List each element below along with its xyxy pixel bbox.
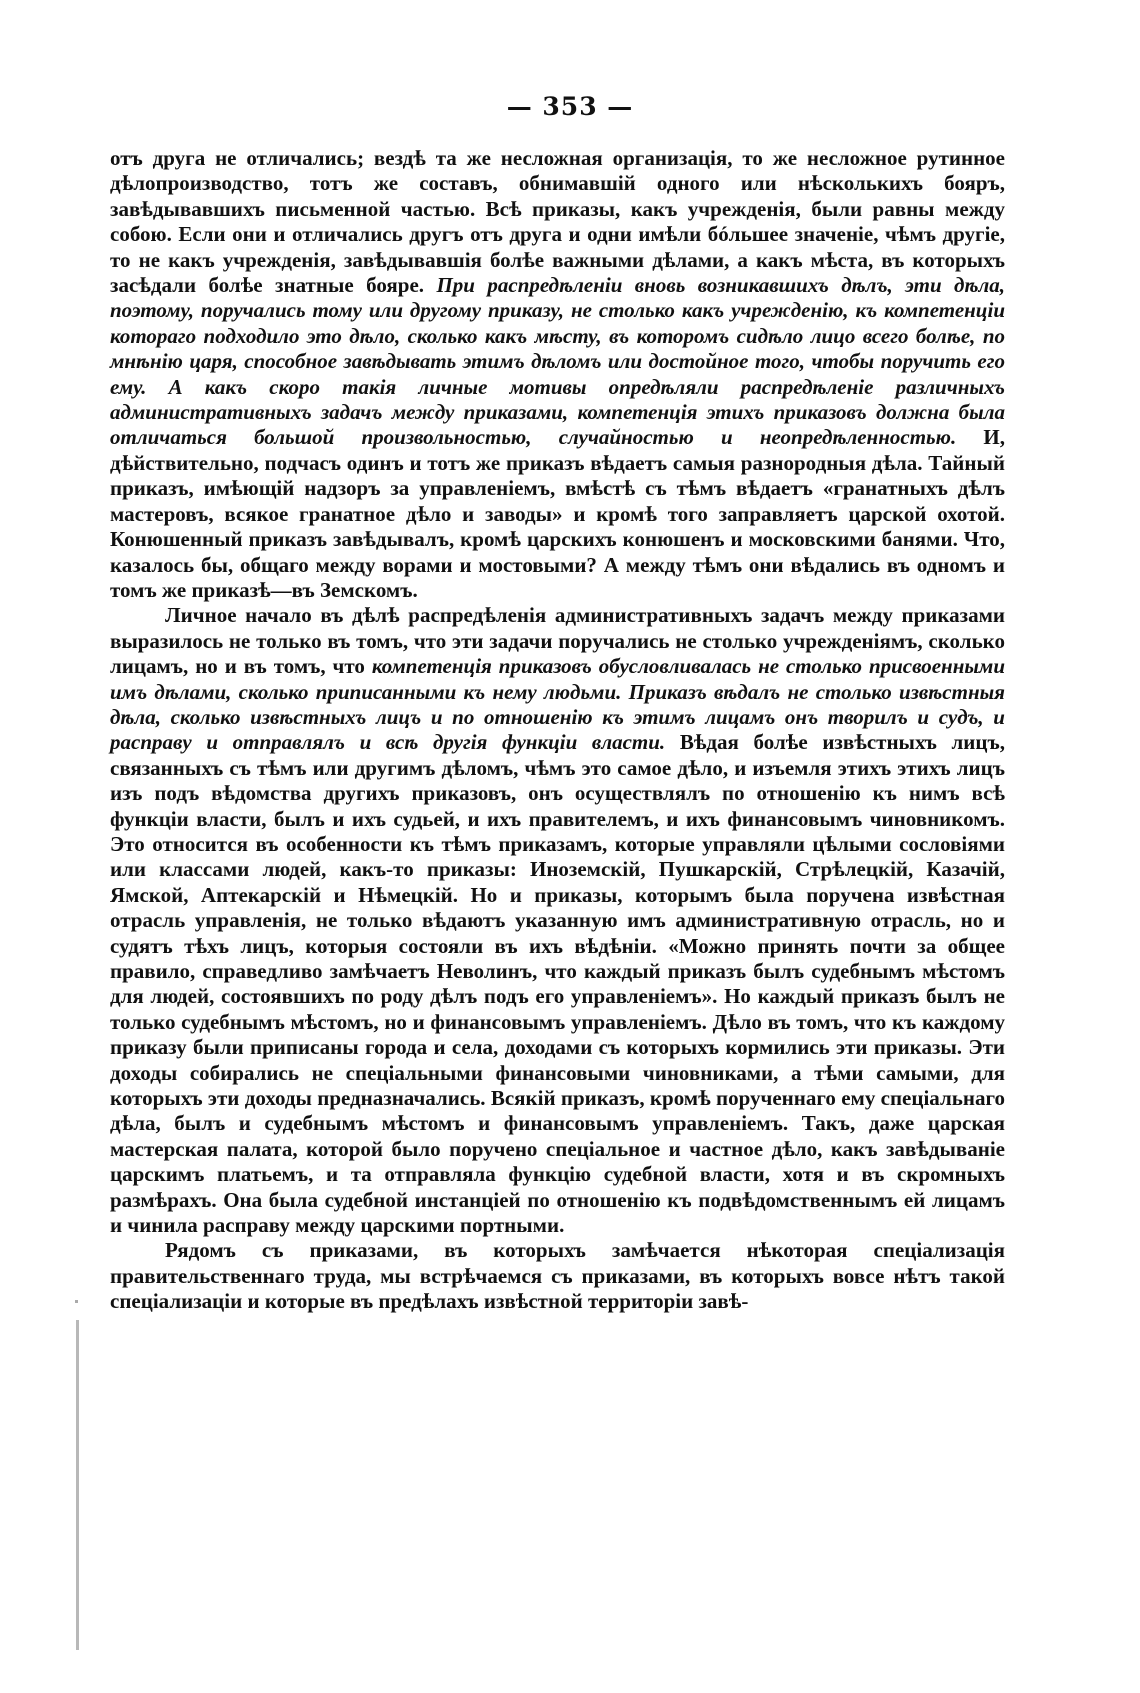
paragraph-1-run-1: отъ друга не отличались; вездѣ та же несложная организація, то же несложное рутинное дѣлопроизводство, тотъ же составъ, обнимавшій одного или нѣсколькихъ бояръ, завѣдывавшихъ письменной частью. Всѣ приказы, какъ учрежденія, были равны между собою. Если они и отличались другъ отъ друга и одни имѣли бóльшее значеніе, чѣмъ другіе, то не какъ учрежденія, завѣдывавшія болѣе важными дѣлами, а какъ мѣста, въ которыхъ засѣдали болѣе знатные бояре. xyxy=(110,146,1005,298)
scan-margin-dot xyxy=(75,1300,78,1303)
page-number: — 353 — xyxy=(506,92,634,121)
paragraph-3 xyxy=(110,1238,1005,1314)
paragraph-3-run-1: Рядомъ съ приказами, въ которыхъ замѣчается нѣкоторая спеціализація правительственнаго труда, мы встрѣчаемся съ приказами, въ которыхъ вовсе нѣтъ такой спеціализаціи и которые въ предѣлахъ извѣстной территоріи завѣ- xyxy=(110,1238,1005,1314)
paragraph-1-run-3: И, дѣйствительно, подчасъ одинъ и тотъ же приказъ вѣдаетъ самыя разнородныя дѣла. Тайный приказъ, имѣющій надзоръ за управленіемъ, вмѣстѣ съ тѣмъ вѣдаетъ «гранатныхъ дѣлъ мастеровъ, всякое гранатное дѣло и заводы» и кромѣ того заправляетъ царской охотой. Конюшенный приказъ завѣдывалъ, кромѣ царскихъ конюшенъ и московскими банями. Что, казалось бы, общаго между ворами и мостовыми? А между тѣмъ они вѣдались въ одномъ и томъ же приказѣ—въ Земскомъ. xyxy=(110,425,1005,602)
paragraph-2-run-3: Вѣдая болѣе извѣстныхъ лицъ, связанныхъ съ тѣмъ или другимъ дѣломъ, чѣмъ это самое дѣло, и изъемля этихъ этихъ лицъ изъ подъ вѣдомства другихъ приказовъ, онъ осуществлялъ по отношенію къ нимъ всѣ функціи власти, былъ и ихъ судьей, и ихъ правителемъ, и ихъ финансовымъ чиновникомъ. Это относится въ особенности къ тѣмъ приказамъ, которые управляли цѣлыми сословіями или классами людей, какъ-то приказы: Иноземскій, Пушкарскій, Стрѣлецкій, Казачій, Ямской, Аптекарскій и Нѣмецкій. Но и приказы, которымъ была поручена извѣстная отрасль управленія, не только вѣдаютъ указанную имъ административную отрасль, но и судятъ тѣхъ лицъ, которыя состояли въ ихъ вѣдѣніи. «Можно принять почти за общее правило, справедливо замѣчаетъ Неволинъ, что каждый приказъ былъ судебнымъ мѣстомъ для людей, состоявшихъ по роду дѣлъ подъ его управленіемъ». Но каждый приказъ былъ не только судебнымъ мѣстомъ, но и финансовымъ управленіемъ. Дѣло въ томъ, что къ каждому приказу были приписаны города и села, доходами съ которыхъ кормились эти приказы. Эти доходы собирались не спеціальными финансовыми чиновниками, а тѣми самыми, для которыхъ эти доходы предназначались. Всякій приказъ, кромѣ порученнаго ему спеціальнаго дѣла, былъ и судебнымъ мѣстомъ и финансовымъ управленіемъ. Такъ, даже царская мастерская палата, которой было поручено спеціальное и частное дѣло, какъ завѣдываніе царскимъ платьемъ, и та отправляла функцію судебной власти, хотя и въ скромныхъ размѣрахъ. Она была судебной инстанціей по отношенію къ подвѣдомственнымъ ей лицамъ и чинила расправу между царскими портными. xyxy=(110,730,1005,1238)
paragraph-2-run-1: Личное начало въ дѣлѣ распредѣленія административныхъ задачъ между приказами выразилось не только въ томъ, что эти задачи поручались не столько учрежденіямъ, сколько лицамъ, но и въ томъ, что xyxy=(110,603,1005,679)
paragraph-1-italic-run: При распредѣленіи вновь возникавшихъ дѣлъ, эти дѣла, поэтому, поручались тому или другому приказу, не столько какъ учрежденію, къ компетенціи котораго подходило это дѣло, сколько какъ мѣсту, въ которомъ сидѣло лицо всего болѣе, по мнѣнію царя, способное завѣдывать этимъ дѣломъ или достойное того, чтобы поручить его ему. А какъ скоро такія личные мотивы опредѣляли распредѣленіе различныхъ административныхъ задачъ между приказами, компетенція этихъ приказовъ должна была отличаться большой произвольностью, случайностью и неопредѣленностью. xyxy=(110,273,1005,450)
paragraph-2 xyxy=(110,603,1005,1238)
paragraph-1 xyxy=(110,146,1005,603)
scan-margin-line xyxy=(76,1320,79,1650)
paragraph-2-italic-run: компетенція приказовъ обусловливалась не столько присвоенными имъ дѣлами, сколько приписанными къ нему людьми. Приказъ вѣдалъ не столько извѣстныя дѣла, сколько извѣстныхъ лицъ и по отношенію къ этимъ лицамъ онъ творилъ и судъ, и расправу и отправлялъ и всѣ другія функціи власти. xyxy=(110,654,1006,755)
body-text xyxy=(110,146,1005,1315)
